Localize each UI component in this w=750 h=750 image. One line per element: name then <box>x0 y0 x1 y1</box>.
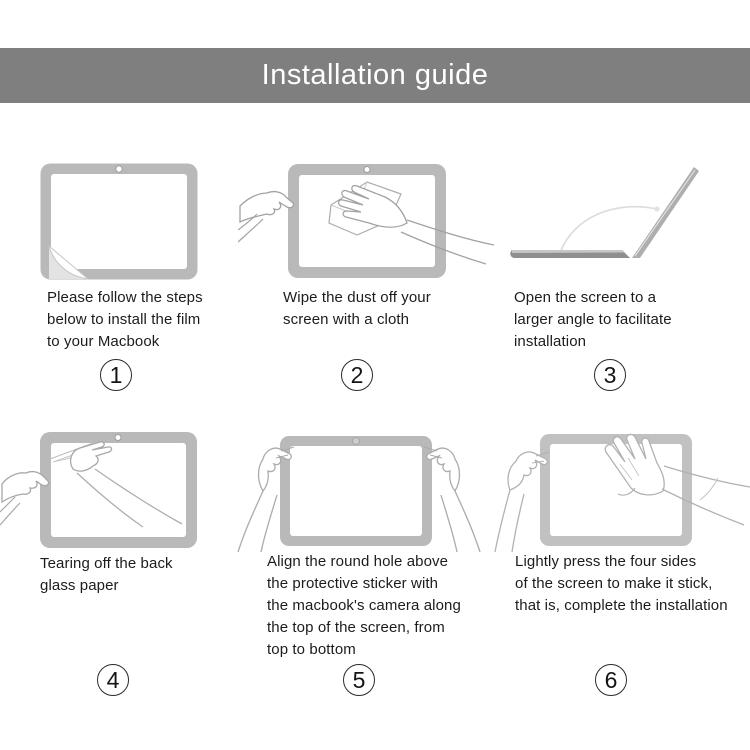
step-caption-line: glass paper <box>40 577 119 594</box>
step-caption-line: the top of the screen, from <box>267 619 445 636</box>
step-caption-line: the macbook's camera along <box>267 597 461 614</box>
step-caption-line: Wipe the dust off your <box>283 289 431 306</box>
step-6-number-badge: 6 <box>595 664 627 696</box>
step-3-number-badge: 3 <box>594 359 626 391</box>
step-caption-line: Tearing off the back <box>40 555 173 572</box>
step-2-number-badge: 2 <box>341 359 373 391</box>
screen-film-peel-illustration <box>40 163 198 280</box>
step-4-caption <box>40 553 173 597</box>
step-caption-line: top to bottom <box>267 641 356 658</box>
step-4-number-badge: 4 <box>97 664 129 696</box>
step-5-caption <box>267 551 461 661</box>
step-caption-line: larger angle to facilitate <box>514 311 672 328</box>
step-caption-line: Lightly press the four sides <box>515 553 697 570</box>
step-5-number-badge: 5 <box>343 664 375 696</box>
step-caption-line: Open the screen to a <box>514 289 657 306</box>
step-1-caption <box>47 287 203 353</box>
page-title: Installation guide <box>261 59 489 91</box>
step-caption-line: that is, complete the installation <box>515 597 728 614</box>
step-6-caption <box>515 551 728 617</box>
step-caption-line: screen with a cloth <box>283 311 410 328</box>
step-caption-line: Please follow the steps <box>47 289 203 306</box>
step-2-caption <box>283 287 431 331</box>
open-laptop-angle-illustration <box>505 158 715 270</box>
press-four-sides-illustration <box>492 428 750 552</box>
step-caption-line: Align the round hole above <box>267 553 449 570</box>
step-3-caption <box>514 287 672 353</box>
wipe-screen-cloth-illustration <box>238 160 494 282</box>
header-banner <box>0 48 750 103</box>
step-caption-line: below to install the film <box>47 311 201 328</box>
align-film-two-hands-illustration <box>228 430 490 552</box>
step-caption-line: installation <box>514 333 587 350</box>
step-1-number-badge: 1 <box>100 359 132 391</box>
step-caption-line: to your Macbook <box>47 333 160 350</box>
step-caption-line: the protective sticker with <box>267 575 439 592</box>
tear-back-paper-illustration <box>0 428 232 552</box>
step-caption-line: of the screen to make it stick, <box>515 575 713 592</box>
